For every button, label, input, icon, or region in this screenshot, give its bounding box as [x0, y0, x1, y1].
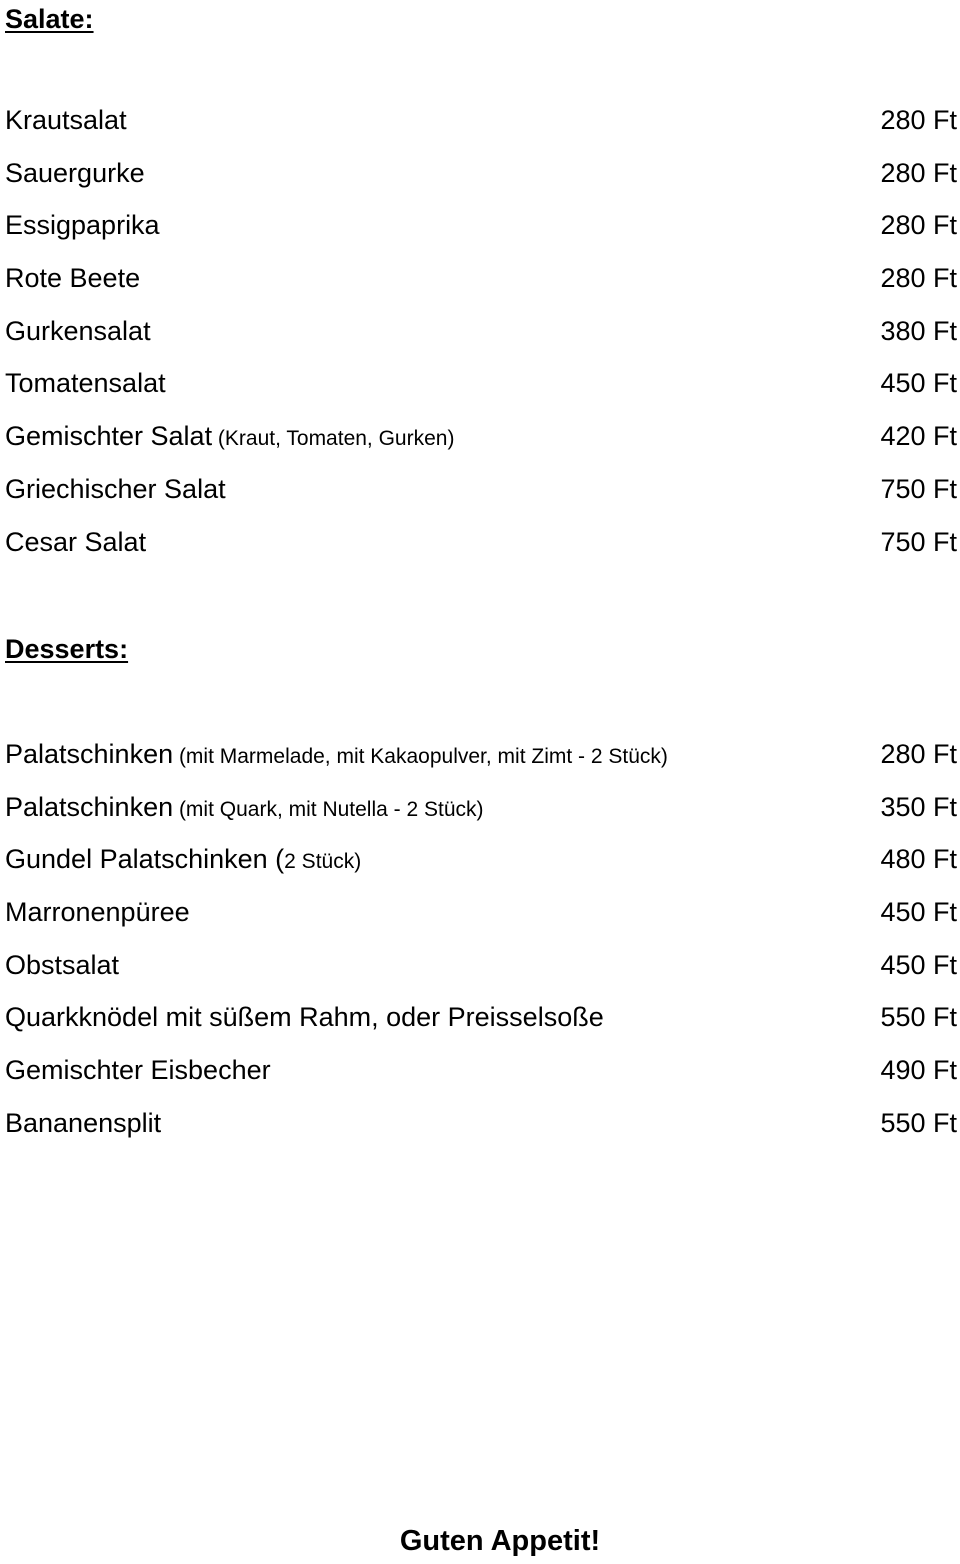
menu-item-price: 480 Ft [880, 844, 957, 875]
menu-item-note: (Kraut, Tomaten, Gurken) [212, 427, 455, 451]
menu-item-title: Palatschinken [5, 739, 174, 769]
menu-item-row [5, 728, 957, 781]
menu-item-row [5, 463, 957, 516]
menu-item-title: Griechischer Salat [5, 473, 226, 504]
menu-item-price: 420 Ft [880, 421, 957, 452]
menu-item-note: (mit Marmelade, mit Kakaopulver, mit Zimt - 2 Stück) [173, 745, 668, 768]
menu-item-row [5, 781, 957, 834]
menu-item-title: Palatschinken [5, 791, 174, 822]
menu-item-name [5, 1044, 271, 1097]
menu-item-name [5, 463, 226, 516]
menu-item-title: Tomatensalat [5, 368, 166, 399]
menu-item-price: 280 Ft [880, 739, 957, 769]
menu-item-price: 490 Ft [880, 1055, 957, 1086]
menu-item-name [5, 939, 119, 992]
menu-item-name [5, 305, 151, 358]
section-heading-desserts: Desserts: [5, 634, 129, 664]
menu-item-row [5, 1097, 957, 1150]
menu-item-title: Essigpaprika [5, 210, 160, 241]
menu-item-note: (mit Quark, mit Nutella - 2 Stück) [173, 797, 484, 821]
menu-item-price: 550 Ft [880, 1002, 957, 1033]
menu-item-name [5, 410, 454, 466]
menu-item-name [5, 94, 127, 147]
menu-item-row [5, 833, 957, 886]
menu-item-title: Sauergurke [5, 157, 145, 188]
menu-item-price: 280 Ft [880, 210, 957, 241]
menu-item-row [5, 199, 957, 252]
menu-item-name [5, 199, 160, 252]
menu-item-price: 280 Ft [880, 157, 957, 188]
menu-item-title: Gurkensalat [5, 315, 151, 346]
menu-item-title: Marronenpüree [5, 897, 190, 928]
menu-item-price: 280 Ft [880, 263, 957, 294]
menu-item-title: Krautsalat [5, 105, 127, 135]
menu-item-row [5, 1044, 957, 1097]
menu-item-title: Bananensplit [5, 1107, 162, 1138]
menu-item-title: Gemischter Eisbecher [5, 1055, 271, 1086]
menu-item-name [5, 516, 146, 569]
menu-item-title: Rote Beete [5, 263, 141, 294]
menu-item-name [5, 357, 166, 410]
menu-item-price: 380 Ft [880, 315, 957, 346]
menu-item-title: Obstsalat [5, 949, 120, 980]
menu-item-price: 450 Ft [880, 368, 957, 399]
menu-item-row [5, 357, 957, 410]
menu-item-price: 450 Ft [880, 897, 957, 928]
menu-item-title: Gemischter Salat [5, 421, 213, 452]
menu-item-title: Quarkknödel mit süßem Rahm, oder Preisselsoße [5, 1002, 604, 1033]
menu-item-price: 750 Ft [880, 473, 957, 504]
menu-item-name [5, 833, 361, 889]
menu-item-name [5, 991, 604, 1044]
section-heading-salads: Salate: [5, 4, 94, 34]
menu-item-price: 450 Ft [880, 949, 957, 980]
menu-item-price: 550 Ft [880, 1107, 957, 1138]
menu-item-row [5, 252, 957, 305]
salad-menu-list [5, 94, 957, 568]
menu-item-row [5, 886, 957, 939]
menu-item-price: 350 Ft [880, 791, 957, 822]
menu-item-name [5, 728, 668, 784]
menu-item-name [5, 781, 484, 837]
menu-item-title: Cesar Salat [5, 526, 147, 557]
menu-item-price: 750 Ft [880, 526, 957, 557]
menu-item-name [5, 147, 145, 200]
dessert-menu-list [5, 728, 957, 1150]
menu-item-name [5, 886, 190, 939]
menu-item-row [5, 305, 957, 358]
menu-item-row [5, 939, 957, 992]
closing-greeting: Guten Appetit! [399, 1525, 601, 1557]
menu-item-price: 280 Ft [880, 105, 957, 135]
menu-item-row [5, 94, 957, 147]
menu-item-name [5, 1097, 161, 1150]
menu-item-name [5, 252, 140, 305]
menu-item-row [5, 410, 957, 463]
menu-item-row [5, 147, 957, 200]
menu-item-title: Gundel Palatschinken ( [5, 844, 285, 875]
menu-item-row [5, 991, 957, 1044]
menu-item-row [5, 516, 957, 569]
menu-item-note: 2 Stück) [284, 850, 362, 874]
